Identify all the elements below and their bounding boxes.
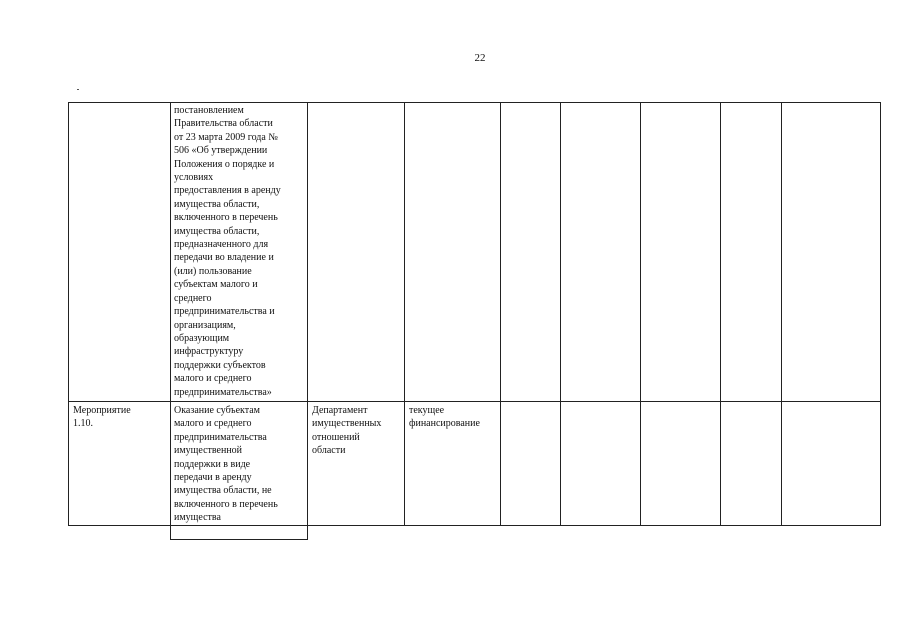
column-line-1 <box>68 102 69 526</box>
column-line-8 <box>720 102 721 526</box>
column-line-2 <box>170 102 171 540</box>
description-cell-underline <box>170 539 307 540</box>
column-line-4 <box>404 102 405 526</box>
table-bottom-border <box>68 525 880 526</box>
column-line-6 <box>560 102 561 526</box>
column-line-9 <box>781 102 782 526</box>
table-top-border <box>68 102 880 103</box>
measure-description-cell: Оказание субъектам малого и среднего предпринимательства имущественной поддержки в виде передачи в аренду имущества области, не включенного в перечень имущества <box>174 405 278 524</box>
column-line-5 <box>500 102 501 526</box>
scan-speck <box>77 89 79 90</box>
column-line-3 <box>307 102 308 540</box>
column-line-7 <box>640 102 641 526</box>
measure-label-cell: Мероприятие 1.10. <box>73 405 131 430</box>
row-divider <box>68 401 880 402</box>
executor-cell: Департамент имущественных отношений области <box>312 405 382 457</box>
page-number: 22 <box>474 52 486 64</box>
regulation-basis-cell: постановлением Правительства области от 23 марта 2009 года № 506 «Об утверждении Положения о порядке и условиях предоставления в аренду имущества области, включенного в перечень имущества области, предназначенного для передачи во владение и (или) пользование субъектам малого и среднего предпринимательства и организациям, образующим инфраструктуру поддержки субъектов малого и среднего предпринимательства» <box>174 105 281 398</box>
column-line-10 <box>880 102 881 526</box>
financing-source-cell: текущее финансирование <box>409 405 480 430</box>
